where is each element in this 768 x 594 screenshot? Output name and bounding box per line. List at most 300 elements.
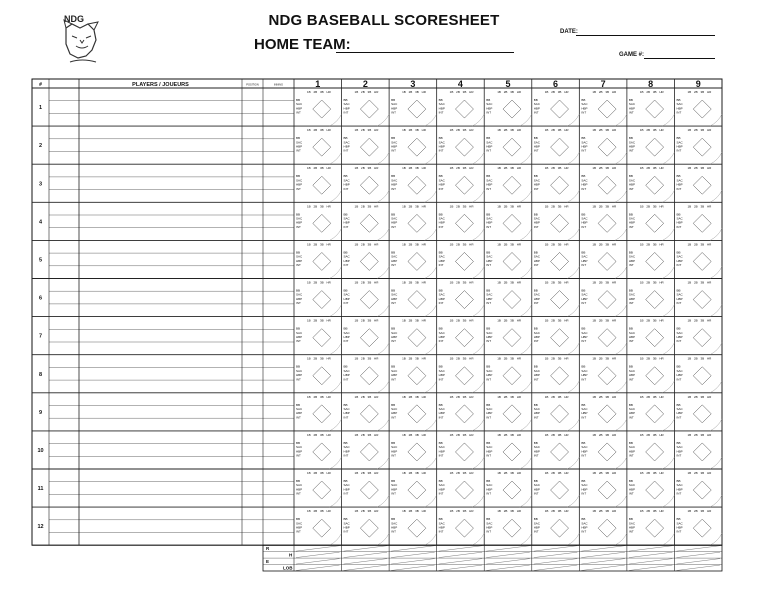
hit-label: 3B: [462, 128, 467, 133]
hit-label: 1B: [687, 356, 692, 361]
hit-label: HR: [326, 356, 331, 361]
outcome-label: BB: [391, 212, 396, 217]
outcome-label: BB: [581, 288, 586, 293]
hit-label: HR: [659, 432, 664, 437]
hit-label: 3B: [700, 509, 705, 514]
hit-label: HR: [326, 166, 331, 171]
hit-label: 3B: [557, 471, 562, 475]
at-bat-cell[interactable]: [534, 395, 580, 431]
hit-label: 3B: [605, 242, 610, 247]
at-bat-cell[interactable]: [676, 242, 722, 278]
at-bat-cell[interactable]: [486, 242, 532, 278]
at-bat-cell[interactable]: [534, 128, 580, 164]
at-bat-cell[interactable]: [676, 471, 722, 507]
outcome-label: SAC: [391, 216, 398, 221]
at-bat-cell[interactable]: [486, 433, 532, 469]
outcome-label: INT: [628, 453, 634, 458]
at-bat-cell[interactable]: [629, 395, 675, 431]
at-bat-cell[interactable]: [534, 509, 580, 545]
at-bat-cell[interactable]: [629, 509, 675, 545]
outcome-label: SAC: [343, 445, 350, 450]
base-diamond: [598, 176, 616, 194]
at-bat-cell[interactable]: [391, 433, 437, 469]
hit-label: 2B: [503, 280, 508, 285]
outfield-arc: [615, 267, 627, 279]
outfield-arc: [710, 114, 722, 126]
hit-label: HR: [469, 166, 474, 171]
hit-label: 3B: [367, 394, 372, 399]
hit-label: 2B: [646, 204, 651, 209]
hit-label: 1B: [449, 128, 454, 133]
outcome-label: INT: [533, 110, 539, 115]
outcome-label: SAC: [581, 216, 588, 221]
at-bat-cell[interactable]: [581, 128, 627, 164]
base-diamond: [503, 481, 521, 499]
hit-label: 1B: [307, 432, 311, 437]
at-bat-cell[interactable]: [486, 471, 532, 507]
hit-label: 1B: [402, 204, 406, 209]
at-bat-cell[interactable]: [439, 281, 485, 317]
totals-label: R: [266, 546, 270, 552]
at-bat-cell[interactable]: [581, 242, 627, 278]
at-bat-cell[interactable]: [581, 471, 627, 507]
at-bat-cell[interactable]: [534, 319, 580, 355]
at-bat-cell[interactable]: [581, 281, 627, 317]
hit-label: 3B: [510, 356, 514, 361]
outfield-arc: [710, 190, 722, 202]
outfield-arc: [425, 305, 437, 317]
base-diamond: [313, 291, 331, 309]
at-bat-cell[interactable]: [534, 242, 580, 278]
at-bat-cell[interactable]: [534, 204, 580, 240]
base-diamond: [313, 519, 331, 537]
outfield-arc: [710, 381, 722, 393]
at-bat-cell[interactable]: [581, 166, 627, 202]
hit-label: 1B: [449, 204, 454, 209]
outfield-arc: [472, 305, 484, 317]
base-diamond: [598, 367, 616, 385]
outcome-label: INT: [296, 339, 301, 344]
at-bat-cell[interactable]: [296, 395, 342, 431]
outfield-arc: [567, 457, 579, 469]
base-diamond: [360, 138, 378, 156]
at-bat-cell[interactable]: [629, 281, 675, 317]
at-bat-cell[interactable]: [581, 433, 627, 469]
at-bat-cell[interactable]: [439, 471, 485, 507]
outfield-arc: [710, 152, 722, 164]
outfield-arc: [520, 267, 532, 279]
at-bat-cell[interactable]: [581, 319, 627, 355]
hit-label: 1B: [497, 318, 501, 323]
at-bat-cell[interactable]: [534, 166, 580, 202]
at-bat-cell[interactable]: [676, 319, 722, 355]
outcome-label: BB: [391, 479, 396, 483]
hit-label: 2B: [646, 432, 651, 437]
at-bat-cell[interactable]: [581, 357, 627, 393]
outcome-label: INT: [391, 263, 396, 267]
at-bat-cell[interactable]: [676, 357, 722, 393]
at-bat-cell[interactable]: [439, 242, 485, 278]
outcome-label: INT: [296, 224, 301, 229]
outcome-label: BB: [533, 212, 538, 217]
home-team-input[interactable]: [336, 52, 514, 53]
hit-label: 3B: [415, 242, 419, 247]
at-bat-cell[interactable]: [486, 90, 532, 126]
hit-label: 1B: [354, 471, 359, 475]
hit-label: 2B: [313, 432, 318, 437]
outcome-label: HBP: [628, 258, 636, 263]
at-bat-cell[interactable]: [629, 357, 675, 393]
base-diamond: [360, 214, 378, 232]
at-bat-cell[interactable]: [391, 357, 437, 393]
base-diamond: [503, 138, 521, 156]
hit-label: 1B: [592, 204, 597, 209]
at-bat-cell[interactable]: [486, 281, 532, 317]
outcome-label: BB: [533, 440, 538, 445]
at-bat-cell[interactable]: [296, 204, 342, 240]
base-diamond: [313, 138, 331, 156]
outcome-label: BB: [628, 288, 633, 293]
at-bat-cell[interactable]: [439, 128, 485, 164]
inning-number: 8: [648, 79, 654, 89]
base-diamond: [693, 138, 711, 156]
hit-label: 3B: [605, 509, 610, 514]
hit-label: HR: [326, 394, 331, 399]
outcome-label: HBP: [391, 296, 398, 301]
at-bat-cell[interactable]: [676, 166, 722, 202]
hit-label: 2B: [551, 432, 555, 437]
outcome-label: INT: [533, 301, 539, 306]
outfield-arc: [425, 267, 437, 279]
at-bat-cell[interactable]: [439, 357, 485, 393]
at-bat-cell[interactable]: [296, 166, 342, 202]
at-bat-cell[interactable]: [486, 166, 532, 202]
hit-label: 1B: [402, 471, 406, 475]
hit-label: HR: [326, 280, 331, 285]
outcome-label: BB: [296, 326, 301, 331]
totals-slash: [534, 546, 578, 551]
outcome-label: HBP: [343, 411, 350, 416]
outcome-label: SAC: [343, 330, 350, 335]
outcome-label: SAC: [533, 292, 540, 297]
hit-label: 1B: [354, 394, 359, 399]
outcome-label: BB: [343, 174, 348, 179]
at-bat-cell[interactable]: [391, 242, 437, 278]
at-bat-cell[interactable]: [391, 166, 437, 202]
hit-label: 3B: [557, 509, 562, 514]
at-bat-cell[interactable]: [391, 128, 437, 164]
at-bat-cell[interactable]: [581, 395, 627, 431]
outcome-label: BB: [438, 174, 443, 179]
outcome-label: HBP: [486, 296, 493, 301]
at-bat-cell[interactable]: [581, 204, 627, 240]
outfield-arc: [520, 343, 532, 355]
at-bat-cell[interactable]: [296, 90, 342, 126]
at-bat-cell[interactable]: [344, 166, 390, 202]
at-bat-cell[interactable]: [581, 509, 627, 545]
hit-label: 3B: [415, 166, 419, 171]
outcome-label: HBP: [533, 411, 540, 416]
at-bat-cell[interactable]: [629, 433, 675, 469]
outcome-label: HBP: [676, 487, 683, 492]
at-bat-cell[interactable]: [296, 433, 342, 469]
hit-label: 2B: [598, 242, 603, 247]
at-bat-cell[interactable]: [629, 166, 675, 202]
at-bat-cell[interactable]: [344, 509, 390, 545]
at-bat-cell[interactable]: [391, 90, 437, 126]
at-bat-cell[interactable]: [486, 395, 532, 431]
outcome-label: INT: [676, 148, 682, 153]
hit-label: 1B: [639, 356, 644, 361]
outfield-arc: [662, 457, 674, 469]
at-bat-cell[interactable]: [486, 128, 532, 164]
at-bat-cell[interactable]: [439, 166, 485, 202]
outcome-label: SAC: [676, 102, 683, 107]
outcome-label: SAC: [581, 178, 588, 183]
outcome-label: HBP: [581, 182, 588, 187]
at-bat-cell[interactable]: [344, 319, 390, 355]
outfield-arc: [425, 343, 437, 355]
hit-label: 2B: [456, 471, 460, 475]
at-bat-cell[interactable]: [391, 395, 437, 431]
at-bat-cell[interactable]: [391, 509, 437, 545]
at-bat-cell[interactable]: [629, 242, 675, 278]
at-bat-cell[interactable]: [676, 281, 722, 317]
at-bat-cell[interactable]: [534, 90, 580, 126]
at-bat-cell[interactable]: [296, 357, 342, 393]
outcome-label: HBP: [296, 106, 303, 111]
hit-label: 2B: [503, 90, 508, 94]
outcome-label: SAC: [581, 292, 588, 297]
outcome-label: INT: [628, 186, 634, 191]
outcome-label: BB: [343, 402, 348, 407]
at-bat-cell[interactable]: [344, 433, 390, 469]
at-bat-cell[interactable]: [344, 204, 390, 240]
base-diamond: [693, 329, 711, 347]
outcome-label: BB: [628, 517, 633, 522]
hit-label: 3B: [557, 318, 562, 323]
hit-label: 1B: [354, 90, 359, 94]
outcome-label: INT: [676, 224, 682, 229]
hit-label: 2B: [693, 280, 698, 285]
outcome-label: BB: [296, 250, 301, 255]
game-number-input[interactable]: [644, 58, 715, 59]
at-bat-cell[interactable]: [534, 281, 580, 317]
outcome-label: INT: [438, 491, 444, 496]
totals-slash: [629, 546, 673, 551]
hit-label: 1B: [449, 432, 454, 437]
hit-label: HR: [374, 318, 379, 323]
outcome-label: BB: [438, 402, 443, 407]
at-bat-cell[interactable]: [439, 433, 485, 469]
outcome-label: INT: [676, 110, 682, 115]
hit-label: 2B: [693, 128, 698, 133]
at-bat-cell[interactable]: [296, 242, 342, 278]
at-bat-cell[interactable]: [439, 204, 485, 240]
outcome-label: BB: [628, 479, 633, 483]
batter-number: 11: [37, 486, 44, 493]
outfield-arc: [662, 152, 674, 164]
outcome-label: HBP: [533, 487, 540, 492]
at-bat-cell[interactable]: [344, 90, 390, 126]
at-bat-cell[interactable]: [486, 204, 532, 240]
hit-label: HR: [326, 242, 331, 247]
outcome-label: BB: [628, 402, 633, 407]
outfield-arc: [710, 267, 722, 279]
at-bat-cell[interactable]: [629, 319, 675, 355]
at-bat-cell[interactable]: [676, 433, 722, 469]
hit-label: HR: [706, 318, 712, 323]
at-bat-cell[interactable]: [296, 128, 342, 164]
at-bat-cell[interactable]: [676, 509, 722, 545]
totals-slash: [439, 559, 483, 564]
at-bat-cell[interactable]: [486, 319, 532, 355]
at-bat-cell[interactable]: [486, 357, 532, 393]
hit-label: 1B: [687, 204, 692, 209]
outcome-label: SAC: [628, 292, 636, 297]
hit-label: 3B: [557, 356, 562, 361]
hit-label: 1B: [307, 242, 311, 247]
hit-label: HR: [564, 166, 569, 171]
outcome-label: HBP: [676, 335, 683, 339]
at-bat-cell[interactable]: [629, 128, 675, 164]
at-bat-cell[interactable]: [676, 395, 722, 431]
at-bat-cell[interactable]: [676, 204, 722, 240]
inning-number: 4: [457, 79, 463, 89]
date-input[interactable]: [576, 35, 715, 36]
hit-label: HR: [564, 204, 569, 209]
at-bat-cell[interactable]: [581, 90, 627, 126]
at-bat-cell[interactable]: [439, 319, 485, 355]
hit-label: HR: [421, 318, 426, 323]
outcome-label: BB: [581, 98, 586, 102]
hit-label: 2B: [361, 204, 365, 209]
at-bat-cell[interactable]: [486, 509, 532, 545]
hit-label: 2B: [598, 432, 603, 437]
at-bat-cell[interactable]: [676, 128, 722, 164]
base-diamond: [455, 519, 473, 537]
outfield-arc: [425, 228, 437, 240]
outcome-label: HBP: [438, 335, 445, 339]
outcome-label: BB: [581, 402, 586, 407]
batter-number: 12: [37, 524, 44, 531]
outcome-label: BB: [581, 250, 586, 255]
hit-label: 1B: [592, 318, 597, 323]
hit-label: 3B: [652, 318, 657, 323]
outcome-label: HBP: [296, 296, 303, 301]
outcome-label: BB: [296, 517, 301, 522]
at-bat-cell[interactable]: [629, 90, 675, 126]
outcome-label: INT: [581, 110, 587, 115]
at-bat-cell[interactable]: [391, 281, 437, 317]
hit-label: 1B: [354, 318, 359, 323]
outcome-label: INT: [486, 186, 492, 191]
at-bat-cell[interactable]: [344, 471, 390, 507]
hit-label: 3B: [700, 394, 705, 399]
base-diamond: [693, 405, 711, 423]
hit-label: 3B: [652, 356, 657, 361]
outcome-label: BB: [581, 479, 586, 483]
hit-label: 3B: [320, 280, 324, 285]
at-bat-cell[interactable]: [439, 395, 485, 431]
at-bat-cell[interactable]: [391, 204, 437, 240]
outfield-arc: [662, 305, 674, 317]
outcome-label: SAC: [391, 521, 398, 526]
outcome-label: SAC: [581, 521, 588, 526]
outfield-arc: [377, 305, 389, 317]
hit-label: 2B: [408, 394, 413, 399]
at-bat-cell[interactable]: [534, 357, 580, 393]
outcome-label: HBP: [486, 411, 493, 416]
hit-label: 1B: [592, 280, 597, 285]
outcome-label: HBP: [486, 220, 493, 225]
at-bat-cell[interactable]: [296, 319, 342, 355]
outfield-arc: [615, 114, 627, 126]
outfield-arc: [425, 533, 437, 545]
hit-label: 2B: [408, 471, 413, 475]
outcome-label: BB: [533, 402, 538, 407]
hit-label: 3B: [510, 394, 514, 399]
base-diamond: [551, 481, 569, 499]
outfield-arc: [520, 419, 532, 431]
at-bat-cell[interactable]: [296, 281, 342, 317]
hit-label: 2B: [503, 318, 508, 323]
at-bat-cell[interactable]: [344, 281, 390, 317]
outcome-label: INT: [343, 263, 349, 267]
at-bat-cell[interactable]: [344, 395, 390, 431]
outcome-label: INT: [343, 224, 349, 229]
at-bat-cell[interactable]: [391, 471, 437, 507]
outcome-label: HBP: [486, 449, 493, 454]
outcome-label: HBP: [486, 525, 493, 530]
at-bat-cell[interactable]: [534, 471, 580, 507]
hit-label: 2B: [646, 356, 651, 361]
at-bat-cell[interactable]: [391, 319, 437, 355]
outfield-arc: [425, 190, 437, 202]
hit-label: 2B: [693, 242, 698, 247]
outcome-label: HBP: [533, 144, 540, 149]
outcome-label: HBP: [533, 182, 540, 187]
outcome-label: HBP: [628, 335, 636, 339]
at-bat-cell[interactable]: [629, 204, 675, 240]
hit-label: 1B: [307, 471, 311, 475]
outcome-label: INT: [391, 110, 396, 115]
hit-label: HR: [611, 432, 617, 437]
outcome-label: SAC: [343, 292, 350, 297]
outfield-arc: [330, 190, 342, 202]
hit-label: 3B: [652, 128, 657, 133]
outcome-label: BB: [533, 479, 538, 483]
at-bat-cell[interactable]: [534, 433, 580, 469]
at-bat-cell[interactable]: [629, 471, 675, 507]
hit-label: 2B: [503, 509, 508, 514]
hit-label: 2B: [598, 204, 603, 209]
at-bat-cell[interactable]: [439, 90, 485, 126]
at-bat-cell[interactable]: [344, 242, 390, 278]
hit-label: HR: [421, 204, 426, 209]
hit-label: 3B: [652, 471, 657, 475]
outfield-arc: [472, 381, 484, 393]
at-bat-cell[interactable]: [676, 90, 722, 126]
at-bat-cell[interactable]: [439, 509, 485, 545]
at-bat-cell[interactable]: [344, 357, 390, 393]
outcome-label: HBP: [391, 449, 398, 454]
at-bat-cell[interactable]: [296, 509, 342, 545]
at-bat-cell[interactable]: [344, 128, 390, 164]
hit-label: 3B: [367, 318, 372, 323]
hit-label: HR: [421, 509, 426, 514]
at-bat-cell[interactable]: [296, 471, 342, 507]
